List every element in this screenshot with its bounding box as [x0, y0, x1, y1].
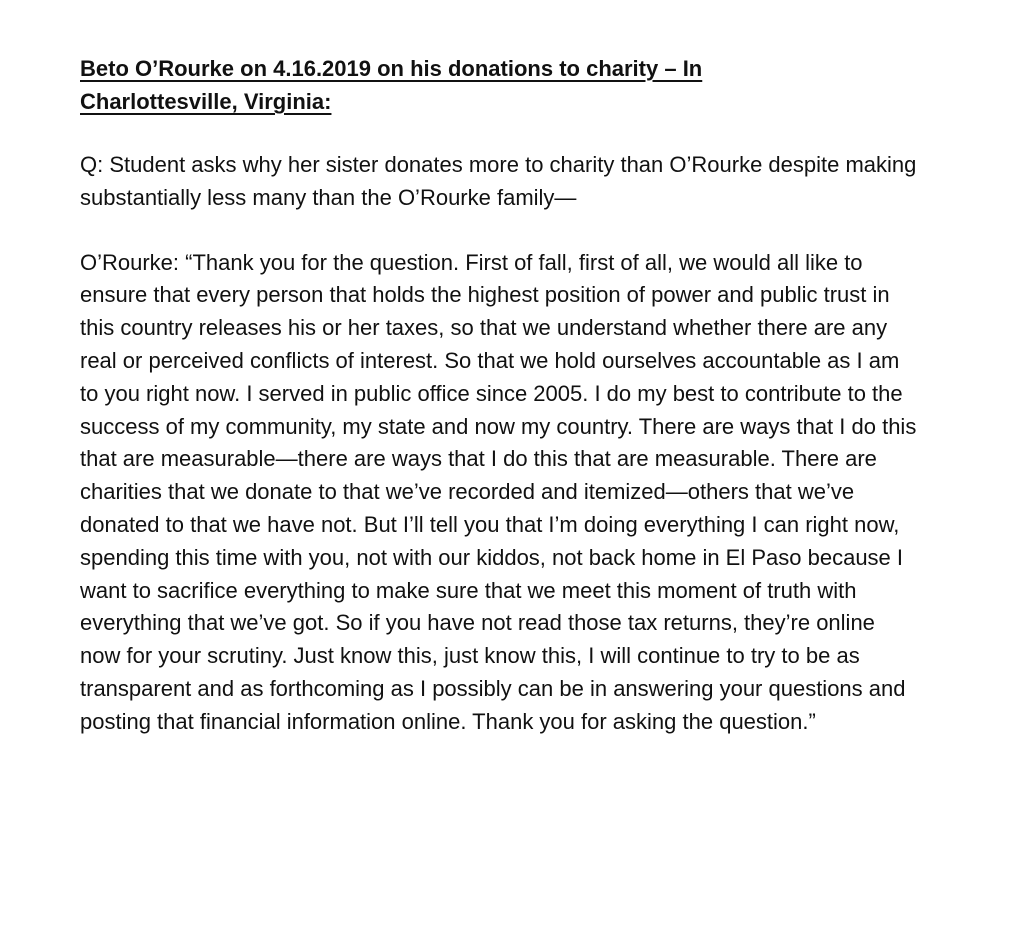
document-page	[80, 52, 920, 739]
answer-paragraph: O’Rourke: “Thank you for the question. First of fall, first of all, we would all like to ensure that every person that holds the highest position of power and public trust in this country releases his or her taxes, so that we understand whether there are any real or perceived conflicts of interest. So that we hold ourselves accountable as I am to you right now. I served in public office since 2005. I do my best to contribute to the success of my community, my state and now my country. There are ways that I do this that are measurable—there are ways that I do this that are measurable. There are charities that we donate to that we’ve recorded and itemized—others that we’ve donated to that we have not. But I’ll tell you that I’m doing everything I can right now, spending this time with you, not with our kiddos, not back home in El Paso because I want to sacrifice everything to make sure that we meet this moment of truth with everything that we’ve got. So if you have not read those tax returns, they’re online now for your scrutiny. Just know this, just know this, I will continue to try to be as transparent and as forthcoming as I possibly can be in answering your questions and posting that financial information online. Thank you for asking the question.”	[80, 249, 917, 734]
title-line-1: Beto O’Rourke on 4.16.2019 on his donations to charity – In	[80, 56, 703, 81]
question-paragraph: Q: Student asks why her sister donates more to charity than O’Rourke despite making substantially less many than the O’Rourke family—	[80, 152, 917, 210]
document-title	[80, 52, 920, 118]
title-line-2: Charlottesville, Virginia:	[80, 89, 332, 114]
